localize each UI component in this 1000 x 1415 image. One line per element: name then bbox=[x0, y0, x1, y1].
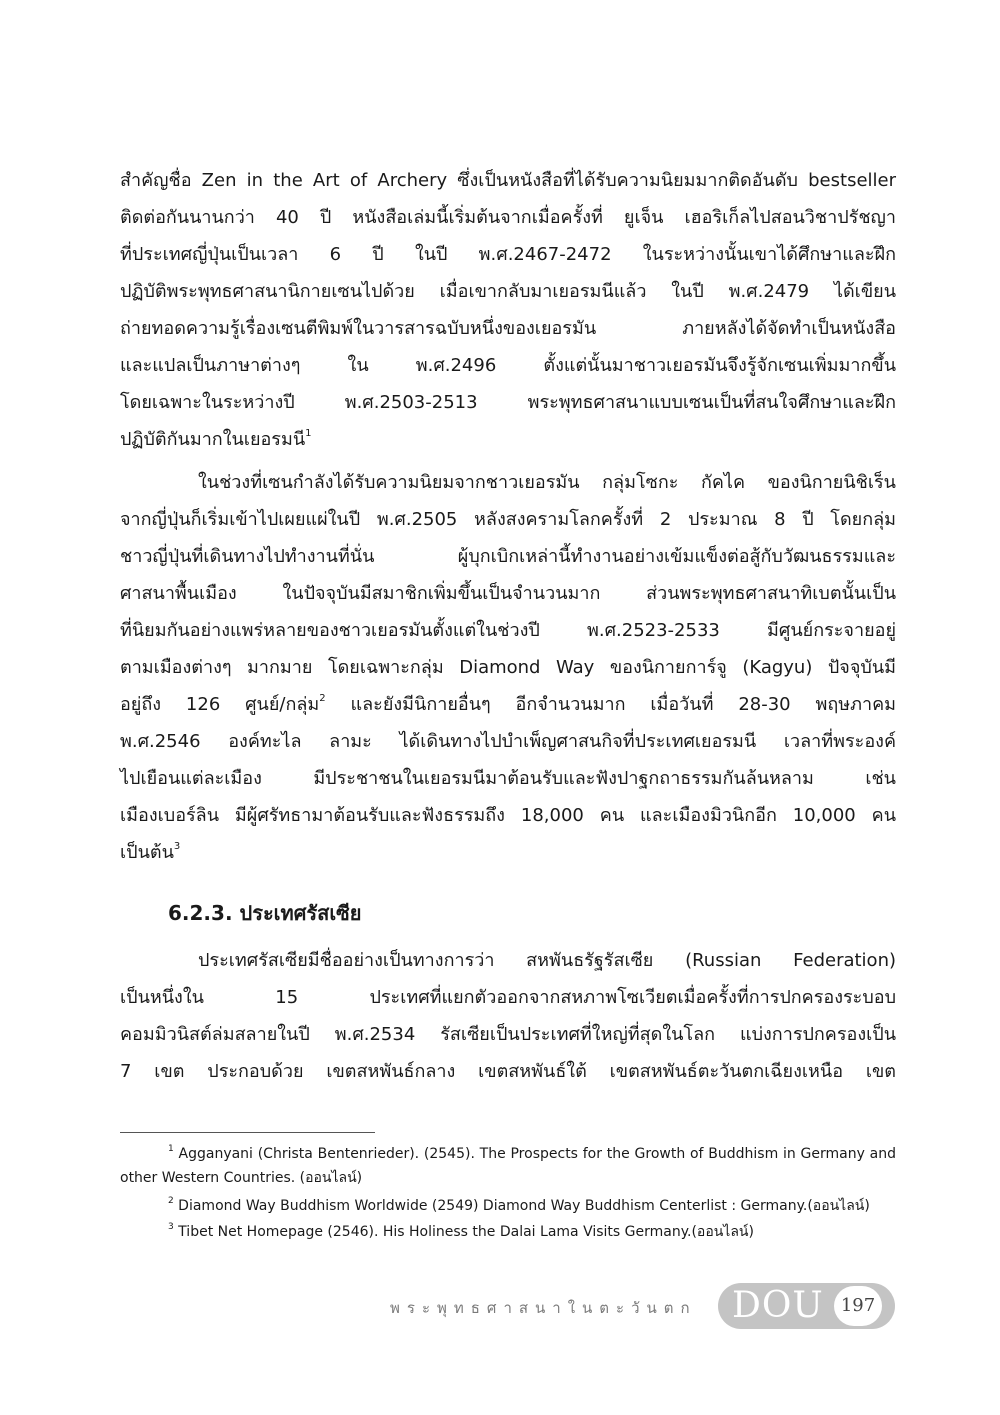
text-span: อยู่ถึง 126 ศูนย์/กลุ่ม bbox=[120, 694, 320, 715]
text-line: เมืองเบอร์ลิน มีผู้ศรัทธามาต้อนรับและฟังธรรมถึง 18,000 คน และเมืองมิวนิกอีก 10,000 คน bbox=[120, 805, 896, 826]
footnote-text: Diamond Way Buddhism Worldwide (2549) Diamond Way Buddhism Centerlist : Germany.(ออนไลน์) bbox=[173, 1198, 870, 1214]
footnote-mark: 1 bbox=[168, 1144, 174, 1154]
text-line: ตามเมืองต่างๆ มากมาย โดยเฉพาะกลุ่ม Diamond Way ของนิกายการ์จู (Kagyu) ปัจจุบันมี bbox=[120, 657, 896, 678]
text-line bbox=[120, 834, 896, 871]
page-number: 197 bbox=[840, 1295, 876, 1316]
footnote-ref[interactable]: 2 bbox=[319, 693, 326, 704]
text-line: ศาสนาพื้นเมือง ในปัจจุบันมีสมาชิกเพิ่มขึ้นเป็นจำนวนมาก ส่วนพระพุทธศาสนาทิเบตนั้นเป็น bbox=[120, 583, 896, 604]
dou-logo-text: DOU bbox=[732, 1285, 824, 1326]
footnote-3 bbox=[120, 1220, 896, 1244]
footnote-ref[interactable]: 1 bbox=[305, 428, 312, 439]
paragraph-1 bbox=[120, 162, 896, 458]
footnote-text: Agganyani (Christa Bentenrieder). (2545). The Prospects for the Growth of Buddhism in Germany and other Western Countries. (ออนไลน์) bbox=[120, 1146, 896, 1186]
text-line bbox=[120, 686, 896, 723]
text-span: ปฏิบัติกันมากในเยอรมนี bbox=[120, 429, 306, 450]
text-line: ประเทศรัสเซียมีชื่ออย่างเป็นทางการว่า สหพันธรัฐรัสเซีย (Russian Federation) bbox=[198, 950, 896, 971]
footnote-divider bbox=[120, 1132, 375, 1133]
text-line: จากญี่ปุ่นก็เริ่มเข้าไปเผยแผ่ในปี พ.ศ.2505 หลังสงครามโลกครั้งที่ 2 ประมาณ 8 ปี โดยกลุ่ม bbox=[120, 509, 896, 530]
footnote-2 bbox=[120, 1194, 896, 1218]
section-heading: 6.2.3. ประเทศรัสเซีย bbox=[168, 901, 362, 925]
text-span: เป็นต้น bbox=[120, 842, 174, 863]
text-line: ที่นิยมกันอย่างแพร่หลายของชาวเยอรมันตั้งแต่ในช่วงปี พ.ศ.2523-2533 มีศูนย์กระจายอยู่ bbox=[120, 620, 896, 641]
text-line: ไปเยือนแต่ละเมือง มีประชาชนในเยอรมนีมาต้อนรับและฟังปาฐกถาธรรมกันล้นหลาม เช่น bbox=[120, 768, 896, 789]
running-footer-title: พระพุทธศาสนาในตะวันตก bbox=[390, 1299, 697, 1317]
text-line: โดยเฉพาะในระหว่างปี พ.ศ.2503-2513 พระพุทธศาสนาแบบเซนเป็นที่สนใจศึกษาและฝึก bbox=[120, 392, 896, 413]
footnote-mark: 3 bbox=[168, 1222, 174, 1232]
text-line: ชาวญี่ปุ่นที่เดินทางไปทำงานที่นั่น ผู้บุกเบิกเหล่านี้ทำงานอย่างเข้มแข็งต่อสู้กับวัฒนธรรมและ bbox=[120, 546, 896, 567]
text-line: คอมมิวนิสต์ล่มสลายในปี พ.ศ.2534 รัสเซียเป็นประเทศที่ใหญ่ที่สุดในโลก แบ่งการปกครองเป็น bbox=[120, 1024, 896, 1045]
text-line bbox=[120, 421, 896, 458]
text-span: และยังมีนิกายอื่นๆ อีกจำนวนมาก เมื่อวันที่ 28-30 พฤษภาคม bbox=[325, 694, 896, 715]
text-line: เป็นหนึ่งใน 15 ประเทศที่แยกตัวออกจากสหภาพโซเวียตเมื่อครั้งที่การปกครองระบอบ bbox=[120, 987, 896, 1008]
text-line: ที่ประเทศญี่ปุ่นเป็นเวลา 6 ปี ในปี พ.ศ.2467-2472 ในระหว่างนั้นเขาได้ศึกษาและฝึก bbox=[120, 244, 896, 265]
text-line: และแปลเป็นภาษาต่างๆ ใน พ.ศ.2496 ตั้งแต่นั้นมาชาวเยอรมันจึงรู้จักเซนเพิ่มมากขึ้น bbox=[120, 355, 896, 376]
paragraph-3 bbox=[120, 942, 896, 1090]
text-line: ปฏิบัติพระพุทธศาสนานิกายเซนไปด้วย เมื่อเขากลับมาเยอรมนีแล้ว ในปี พ.ศ.2479 ได้เขียน bbox=[120, 281, 896, 302]
footnote-text: Tibet Net Homepage (2546). His Holiness the Dalai Lama Visits Germany.(ออนไลน์) bbox=[173, 1224, 754, 1240]
text-line: สำคัญชื่อ Zen in the Art of Archery ซึ่งเป็นหนังสือที่ได้รับความนิยมมากติดอันดับ bestseller bbox=[120, 170, 896, 191]
footnote-ref[interactable]: 3 bbox=[173, 841, 181, 852]
footnote-mark: 2 bbox=[168, 1196, 174, 1206]
text-line: ในช่วงที่เซนกำลังได้รับความนิยมจากชาวเยอรมัน กลุ่มโซกะ กัคไค ของนิกายนิชิเร็น bbox=[198, 472, 896, 493]
text-line: ติดต่อกันนานกว่า 40 ปี หนังสือเล่มนี้เริ่มต้นจากเมื่อครั้งที่ ยูเจ็น เฮอริเก็ลไปสอนวิชาปรัชญา bbox=[120, 207, 896, 228]
text-line: 7 เขต ประกอบด้วย เขตสหพันธ์กลาง เขตสหพันธ์ใต้ เขตสหพันธ์ตะวันตกเฉียงเหนือ เขต bbox=[120, 1061, 896, 1082]
text-line: พ.ศ.2546 องค์ทะไล ลามะ ได้เดินทางไปบำเพ็ญศาสนกิจที่ประเทศเยอรมนี เวลาที่พระองค์ bbox=[120, 731, 896, 752]
footnote-1 bbox=[120, 1142, 896, 1190]
paragraph-2 bbox=[120, 464, 896, 871]
footnotes bbox=[120, 1142, 896, 1244]
text-line: ถ่ายทอดความรู้เรื่องเซนตีพิมพ์ในวารสารฉบับหนึ่งของเยอรมัน ภายหลังได้จัดทำเป็นหนังสือ bbox=[120, 318, 896, 339]
